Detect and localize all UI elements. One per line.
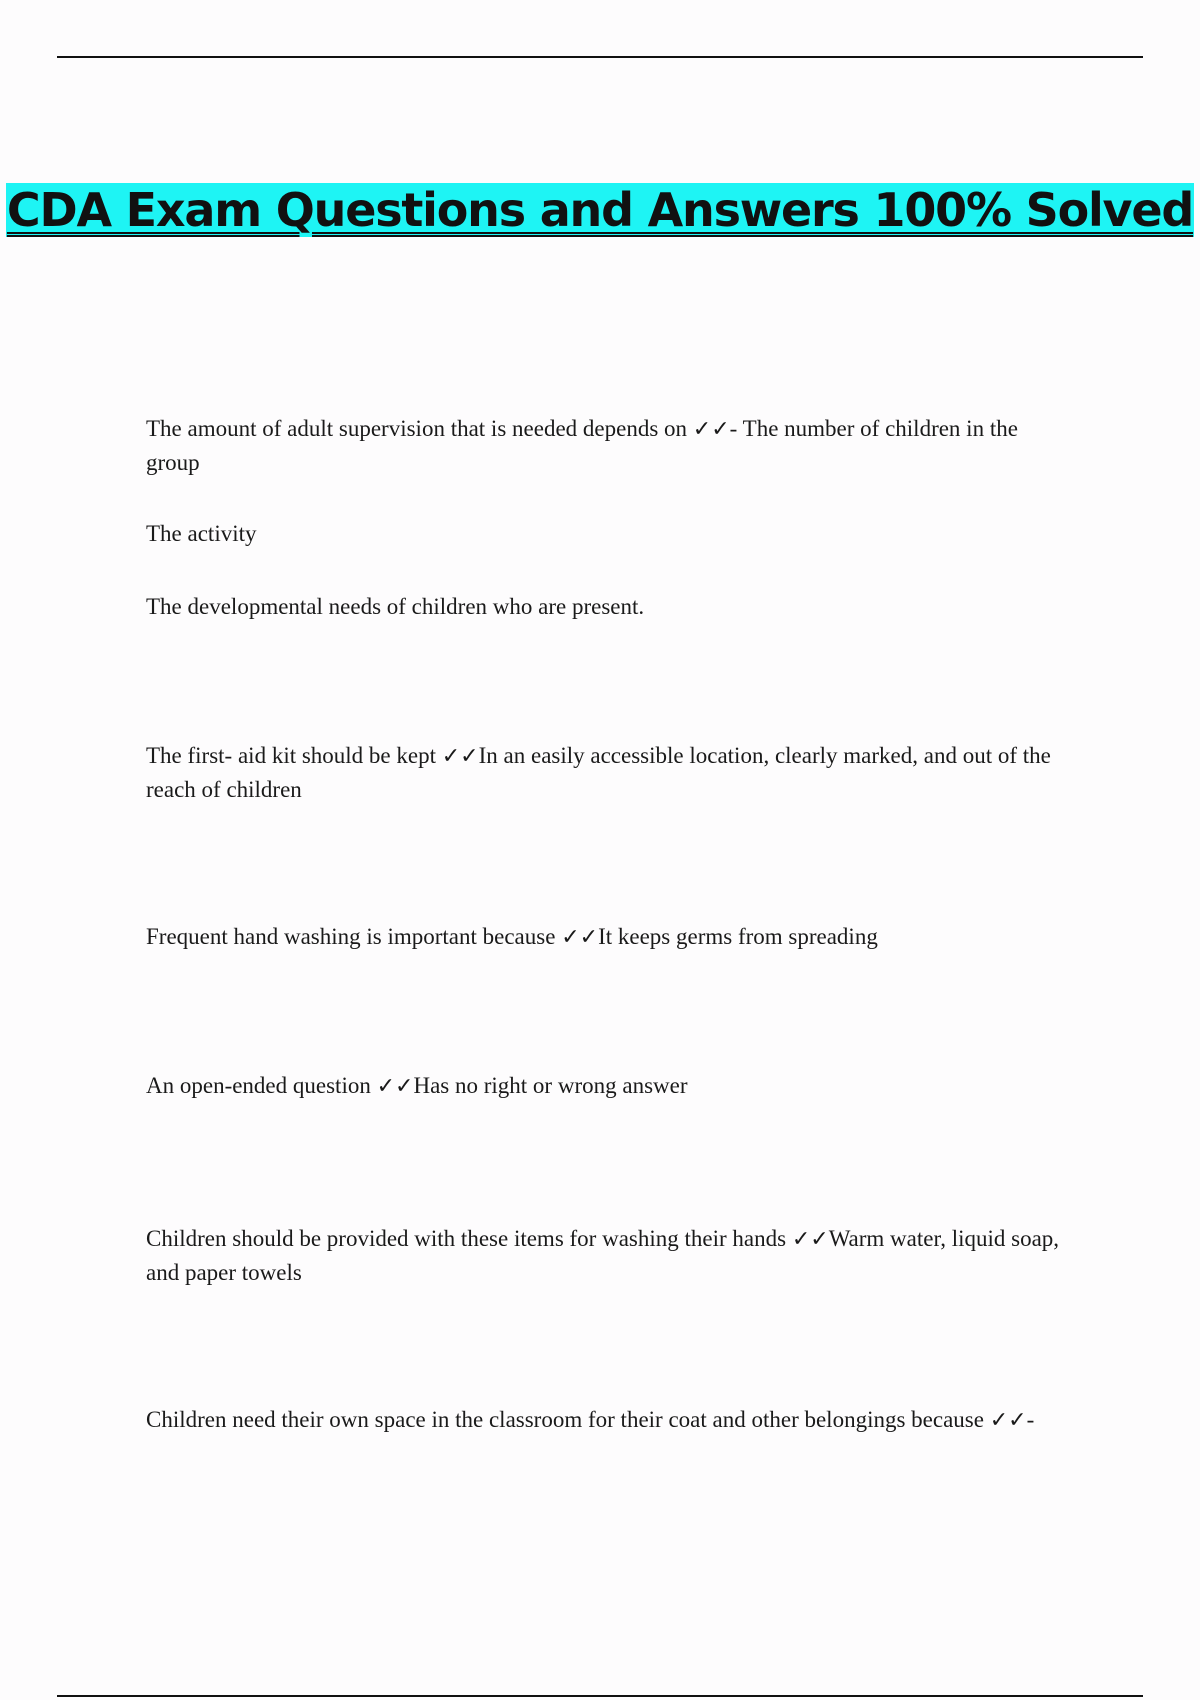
double-check-icon: ✓✓ bbox=[791, 1227, 829, 1252]
answer-continuation-2: The developmental needs of children who are present. bbox=[146, 594, 645, 619]
qa-entry-4 bbox=[146, 1069, 1076, 1103]
question-text: The amount of adult supervision that is needed depends on bbox=[146, 416, 693, 441]
double-check-icon: ✓✓ bbox=[989, 1408, 1027, 1433]
double-check-icon: ✓✓ bbox=[692, 417, 730, 442]
qa-entry-2 bbox=[146, 739, 1076, 806]
answer-text: Has no right or wrong answer bbox=[413, 1073, 688, 1098]
qa-entry-6 bbox=[146, 1403, 1076, 1437]
question-text: Frequent hand washing is important because bbox=[146, 924, 562, 949]
answer-text: - bbox=[1026, 1407, 1035, 1432]
qa-entry-5 bbox=[146, 1222, 1076, 1289]
question-text: The first- aid kit should be kept bbox=[146, 743, 442, 768]
qa-entry-1 bbox=[146, 412, 1076, 479]
answer-text: It keeps germs from spreading bbox=[598, 924, 878, 949]
answer-text: In an easily accessible location, clearly marked, and out of the reach of children bbox=[146, 743, 1051, 802]
document-title: CDA Exam Questions and Answers 100% Solved bbox=[6, 182, 1194, 237]
double-check-icon: ✓✓ bbox=[441, 744, 479, 769]
question-text: An open-ended question bbox=[146, 1073, 377, 1098]
answer-continuation-1: The activity bbox=[146, 521, 257, 546]
answer-text: - The number of children in the group bbox=[146, 416, 1018, 475]
question-text: Children should be provided with these items for washing their hands bbox=[146, 1226, 792, 1251]
bottom-rule bbox=[57, 1695, 1143, 1697]
qa-entry-3 bbox=[146, 920, 1076, 954]
double-check-icon: ✓✓ bbox=[561, 925, 599, 950]
answer-text: Warm water, liquid soap, and paper towels bbox=[146, 1226, 1060, 1285]
double-check-icon: ✓✓ bbox=[376, 1074, 414, 1099]
top-rule bbox=[57, 56, 1143, 58]
question-text: Children need their own space in the classroom for their coat and other belongings because bbox=[146, 1407, 990, 1432]
